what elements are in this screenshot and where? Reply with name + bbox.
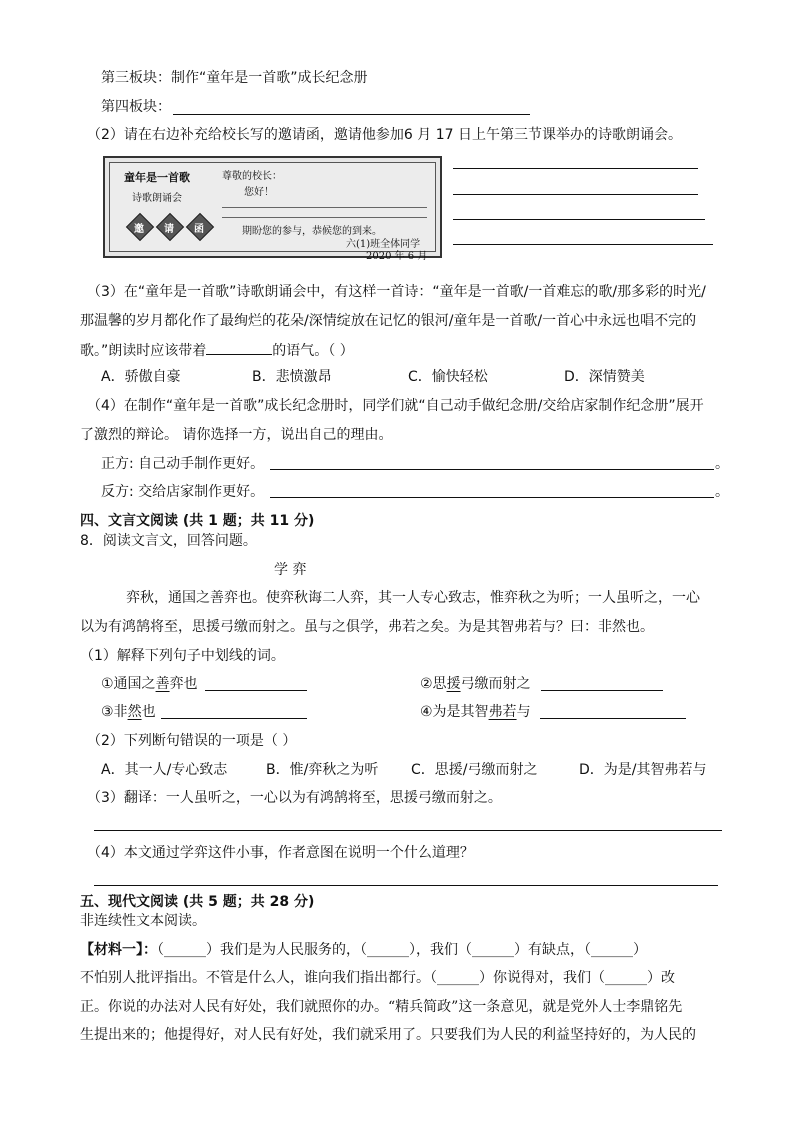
word-2: ②思援弓缴而射之 <box>420 676 531 692</box>
seal-char: 请 <box>164 224 174 235</box>
card-title: 童年是一首歌 <box>124 171 190 184</box>
item-4-answer-line[interactable] <box>173 114 530 115</box>
sub-question-3: （3）翻译：一人虽听之，一心以为有鸿鹄将至，思援弓缴而射之。 <box>87 790 502 806</box>
section-4-heading: 四、文言文阅读 (共 1 题；共 11 分) <box>80 513 315 529</box>
con-side-period: 。 <box>715 484 729 500</box>
con-side-answer-line[interactable] <box>270 497 714 498</box>
card-closing: 期盼您的参与，恭候您的到来。 <box>242 226 382 237</box>
underlined-word: 然 <box>127 704 142 720</box>
card-date: 2020 年 6 月 <box>366 251 428 262</box>
sub-question-4: （4）本文通过学弈这件小事，作者意图在说明一个什么道理？ <box>87 845 474 861</box>
translation-answer-line[interactable] <box>94 830 722 831</box>
passage-title: 学 弈 <box>274 562 307 578</box>
card-subtitle: 诗歌朗诵会 <box>132 193 182 204</box>
material-1-line-2: 不怕别人批评指出。不管是什么人，谁向我们指出都行。（______）你说得对，我们（______）改 <box>80 970 675 986</box>
card-line <box>222 207 427 208</box>
section-5-heading: 五、现代文阅读 (共 5 题；共 28 分) <box>80 894 315 910</box>
question-3-line-1: （3）在“童年是一首歌”诗歌朗诵会中，有这样一首诗：“童年是一首歌/一首难忘的歌/那多彩的时光/ <box>87 284 706 300</box>
word-2-answer-line[interactable] <box>541 690 663 691</box>
sub2-option-c[interactable]: C．思援/弓缴而射之 <box>411 762 538 778</box>
card-signature: 六(1)班全体同学 <box>346 239 421 250</box>
seal-char: 邀 <box>134 224 144 235</box>
question-2: （2）请在右边补充给校长写的邀请函，邀请他参加6 月 17 日上午第三节课举办的诗歌朗诵会。 <box>87 127 682 143</box>
passage-line-2: 以为有鸿鹄将至，思援弓缴而射之。虽与之俱学，弗若之矣。为是其智弗若与？曰：非然也。 <box>80 619 654 635</box>
passage-line-1: 弈秋，通国之善弈也。使弈秋诲二人弈，其一人专心致志，惟弈秋之为听；一人虽听之，一心 <box>126 590 700 606</box>
seal-char: 函 <box>194 224 204 235</box>
question-4-line-2: 了激烈的辩论。 请你选择一方，说出自己的理由。 <box>80 427 393 443</box>
question-4-line-1: （4）在制作“童年是一首歌”成长纪念册时，同学们就“自己动手做纪念册/交给店家制作纪念册”展开 <box>87 398 704 414</box>
q3-option-b[interactable]: B．悲愤激昂 <box>252 369 332 385</box>
invitation-answer-line-2[interactable] <box>453 194 698 195</box>
section-item-3: 第三板块：制作“童年是一首歌”成长纪念册 <box>101 70 368 86</box>
word-1-answer-line[interactable] <box>205 690 307 691</box>
card-line <box>222 217 427 218</box>
con-side-label: 反方: 交给店家制作更好。 <box>101 484 265 500</box>
pro-side-label: 正方: 自己动手制作更好。 <box>101 456 265 472</box>
q3-option-c[interactable]: C．愉快轻松 <box>408 369 488 385</box>
card-salutation: 尊敬的校长： <box>222 171 282 182</box>
word-3: ③非然也 <box>101 704 156 720</box>
question-8: 8．阅读文言文，回答问题。 <box>80 533 257 549</box>
sub-question-1: （1）解释下列句子中划线的词。 <box>80 648 285 664</box>
invitation-answer-line-3[interactable] <box>453 219 705 220</box>
card-greeting: 您好！ <box>244 187 274 198</box>
material-1-line-3: 正。你说的办法对人民有好处，我们就照你的办。“精兵简政”这一条意见，就是党外人士李鼎铭先 <box>80 999 683 1015</box>
pro-side-answer-line[interactable] <box>270 469 714 470</box>
sub2-option-d[interactable]: D．为是/其智弗若与 <box>579 762 707 778</box>
pro-side-period: 。 <box>715 456 729 472</box>
word-3-answer-line[interactable] <box>161 718 307 719</box>
q3-option-d[interactable]: D．深情赞美 <box>564 369 645 385</box>
material-1-line-4: 生提出来的；他提得好，对人民有好处，我们就采用了。只要我们为人民的利益坚持好的，为人民的 <box>80 1027 696 1043</box>
word-1: ①通国之善弈也 <box>101 676 198 692</box>
invitation-card-image <box>103 156 442 262</box>
invitation-answer-line-4[interactable] <box>453 244 713 245</box>
section-5-intro: 非连续性文本阅读。 <box>80 913 206 929</box>
material-1-line-1: 【材料一】：（______）我们是为人民服务的，（______），我们（______）有缺点，（______） <box>80 942 647 958</box>
sub2-option-a[interactable]: A．其一人/专心致志 <box>101 762 228 778</box>
word-4-answer-line[interactable] <box>540 718 686 719</box>
question-3-line-3 <box>80 340 354 361</box>
section-item-4-label: 第四板块： <box>101 99 171 115</box>
material-1-label: 【材料一】： <box>80 942 157 958</box>
question-3-line-3-a: 歌。”朗读时应该带着 <box>80 343 207 359</box>
sub2-option-b[interactable]: B．惟/弈秋之为听 <box>266 762 379 778</box>
moral-answer-line[interactable] <box>94 885 718 886</box>
underlined-word: 援 <box>446 676 461 692</box>
q3-option-a[interactable]: A．骄傲自豪 <box>101 369 181 385</box>
sub-question-2: （2）下列断句错误的一项是（ ） <box>87 733 297 749</box>
question-3-line-2: 那温馨的岁月都化作了最绚烂的花朵/深情绽放在记忆的银河/童年是一首歌/一首心中永远也唱不完的 <box>80 313 697 329</box>
word-4: ④为是其智弗若与 <box>420 704 531 720</box>
invitation-answer-line-1[interactable] <box>453 168 698 169</box>
underlined-word: 善 <box>155 676 170 692</box>
question-3-line-3-b: 的语气。（ ） <box>272 343 354 359</box>
tone-blank[interactable] <box>206 340 272 355</box>
underlined-word: 弗若 <box>488 704 517 720</box>
